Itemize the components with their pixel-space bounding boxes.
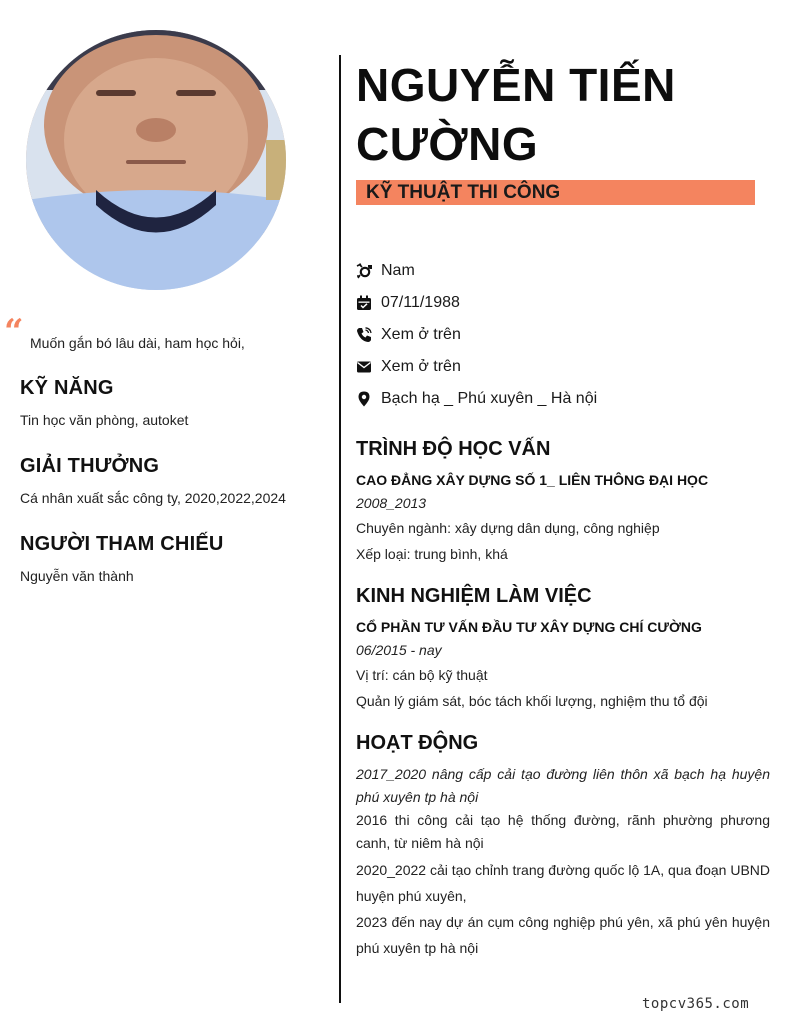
activity-item: 2016 thi công cải tạo hệ thống đường, rãnh phường phương canh, từ niêm hà nội (356, 812, 770, 851)
info-phone (356, 324, 461, 346)
activity-item: 2023 đến nay dự án cụm công nghiệp phú yên, xã phú yên huyện phú xuyên tp hà nội (356, 914, 770, 956)
education-title: TRÌNH ĐỘ HỌC VẤN (356, 438, 551, 460)
envelope-icon (356, 359, 372, 375)
experience-title: KINH NGHIỆM LÀM VIỆC (356, 585, 592, 607)
references-title: NGƯỜI THAM CHIẾU (20, 533, 224, 555)
education-school: CAO ĐẲNG XÂY DỰNG SỐ 1_ LIÊN THÔNG ĐẠI HỌC (356, 472, 709, 488)
education-period: 2008_2013 (356, 495, 427, 511)
education-major: Chuyên ngành: xây dựng dân dụng, công nghiệp (356, 520, 660, 536)
activities-title: HOẠT ĐỘNG (356, 732, 479, 754)
phone-icon (356, 327, 372, 343)
calendar-icon (356, 295, 372, 311)
info-address (356, 388, 597, 410)
experience-period: 06/2015 - nay (356, 642, 442, 658)
awards-content: Cá nhân xuất sắc công ty, 2020,2022,2024 (20, 490, 286, 506)
references-section (20, 533, 320, 584)
experience-company: CỔ PHẦN TƯ VẤN ĐẦU TƯ XÂY DỰNG CHÍ CƯỜNG (356, 619, 702, 635)
experience-position: Vị trí: cán bộ kỹ thuật (356, 667, 488, 683)
gender-value: Nam (381, 262, 415, 279)
phone-value: Xem ở trên (381, 326, 461, 343)
email-value: Xem ở trên (381, 358, 461, 375)
candidate-name: NGUYỄN TIẾN CƯỜNG (356, 59, 676, 170)
job-title: KỸ THUẬT THI CÔNG (366, 182, 561, 203)
objective-text: Muốn gắn bó lâu dài, ham học hỏi, (30, 335, 245, 351)
awards-title: GIẢI THƯỞNG (20, 455, 160, 477)
info-email (356, 356, 461, 378)
birthday-value: 07/11/1988 (381, 294, 460, 311)
info-gender (356, 260, 415, 282)
address-value: Bạch hạ _ Phú xuyên _ Hà nội (381, 390, 598, 407)
references-content: Nguyễn văn thành (20, 568, 134, 584)
gender-icon (356, 263, 372, 279)
info-birthday (356, 292, 460, 314)
activity-item: 2017_2020 nâng cấp cải tạo đường liên thôn xã bạch hạ huyện phú xuyên tp hà nội (356, 766, 770, 805)
skills-content: Tin học văn phòng, autoket (20, 412, 189, 428)
education-grade: Xếp loại: trung bình, khá (356, 546, 508, 562)
experience-description: Quản lý giám sát, bóc tách khối lượng, nghiệm thu tổ đội (356, 693, 708, 709)
profile-photo (26, 30, 286, 290)
awards-section (20, 455, 320, 506)
quote-icon: “ (4, 312, 24, 352)
location-pin-icon (356, 391, 372, 407)
activity-item: 2020_2022 cải tạo chỉnh trang đường quốc lộ 1A, qua đoạn UBND huyện phú xuyên, (356, 862, 770, 904)
column-divider (339, 55, 341, 1003)
profile-photo-illustration (26, 30, 286, 290)
job-title-bar (356, 180, 755, 205)
skills-title: KỸ NĂNG (20, 377, 114, 399)
watermark: topcv365.com (642, 996, 750, 1012)
skills-section (20, 377, 320, 428)
